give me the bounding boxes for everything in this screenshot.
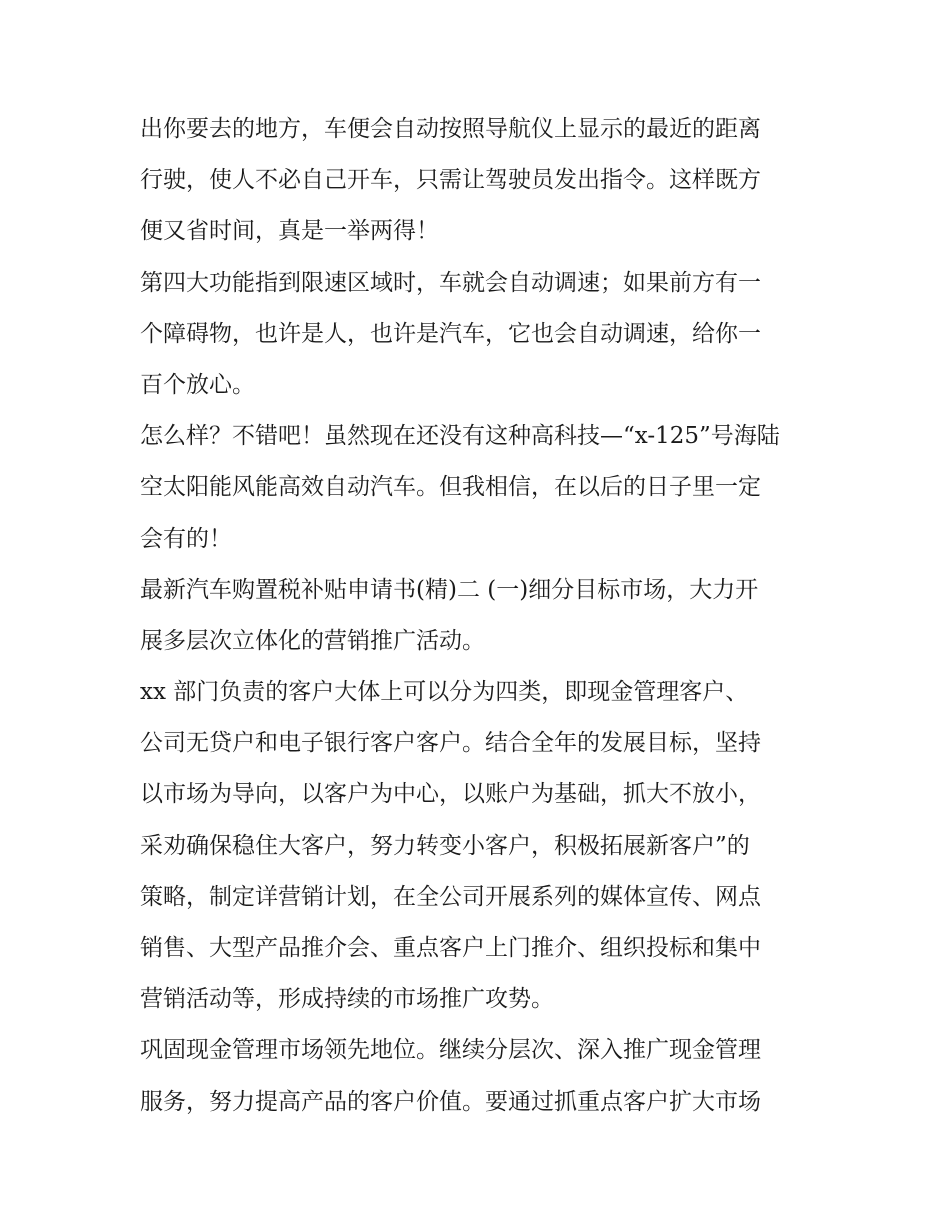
text-line: 展多层次立体化的营销推广活动。	[140, 627, 485, 654]
text-line: 服务，努力提高产品的客户价值。要通过抓重点客户扩大市场	[140, 1088, 761, 1115]
text-line: 空太阳能风能高效自动汽车。但我相信，在以后的日子里一定	[140, 474, 761, 501]
text-line: xx 部门负责的客户大体上可以分为四类，即现金管理客户、	[140, 679, 749, 706]
text-line: 营销活动等，形成持续的市场推广攻势。	[140, 986, 554, 1013]
text-line: 便又省时间，真是一举两得！	[140, 218, 439, 245]
text-line: 巩固现金管理市场领先地位。继续分层次、深入推广现金管理	[140, 1037, 761, 1064]
text-line: 出你要去的地方，车便会自动按照导航仪上显示的最近的距离	[140, 116, 761, 142]
text-line: 第四大功能指到限速区域时，车就会自动调速；如果前方有一	[140, 269, 761, 296]
text-line: 以市场为导向，以客户为中心，以账户为基础，抓大不放小，	[140, 781, 761, 808]
document-body	[140, 104, 820, 1128]
text-line: 销售、大型产品推介会、重点客户上门推介、组织投标和集中	[140, 935, 761, 961]
text-line: 会有的！	[140, 525, 232, 552]
text-line: 公司无贷户和电子银行客户客户。结合全年的发展目标，坚持	[140, 730, 761, 757]
text-line: 最新汽车购置税补贴申请书(精)二 (一)细分目标市场，大力开	[140, 576, 759, 603]
text-line: 怎么样？不错吧！虽然现在还没有这种高科技—“x-125”号海陆	[140, 423, 780, 450]
text-line: 百个放心。	[140, 371, 255, 398]
text-line: 采劝确保稳住大客户，努力转变小客户，积极拓展新客户”的	[140, 832, 750, 859]
text-line: 个障碍物，也许是人，也许是汽车，它也会自动调速，给你一	[140, 320, 761, 347]
text-line: 行驶，使人不必自己开车，只需让驾驶员发出指令。这样既方	[140, 167, 761, 194]
text-line: 策略，制定详营销计划，在全公司开展系列的媒体宣传、网点	[140, 883, 761, 910]
